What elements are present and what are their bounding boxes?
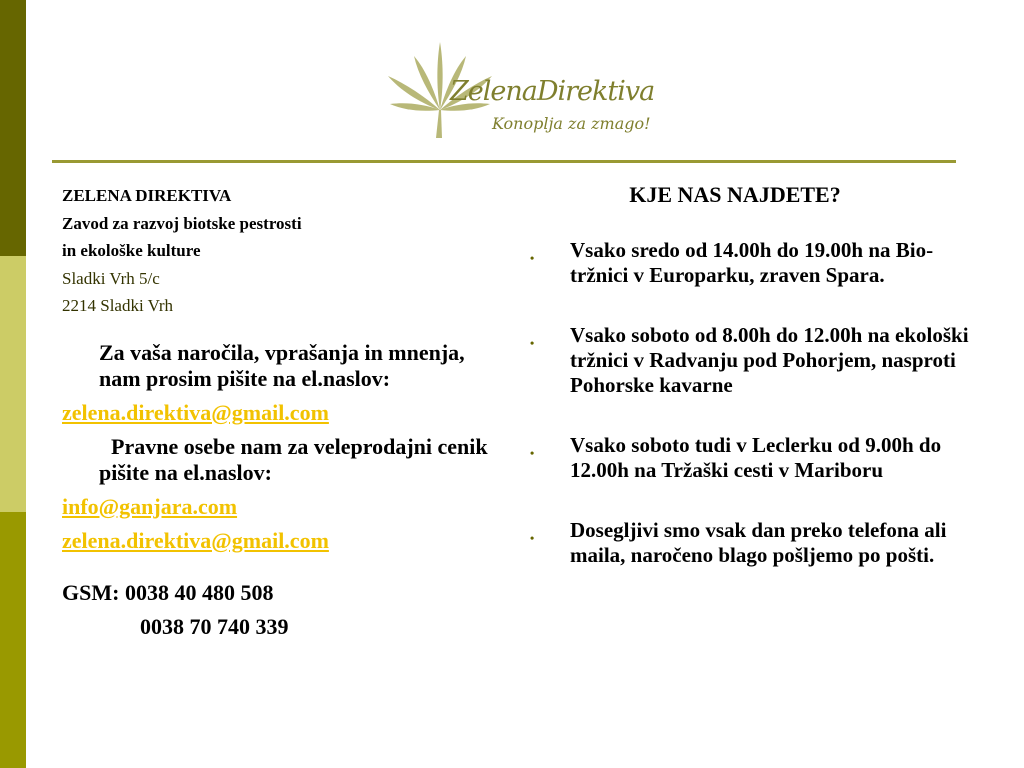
phone-primary: GSM: 0038 40 480 508 bbox=[62, 579, 274, 605]
bullet-icon: • bbox=[530, 336, 535, 350]
bullet-icon: • bbox=[530, 446, 535, 460]
list-item bbox=[530, 433, 970, 483]
locations-list bbox=[530, 238, 970, 568]
email-link-orders[interactable]: zelena.direktiva@gmail.com bbox=[62, 399, 329, 425]
list-item bbox=[530, 518, 970, 568]
list-item bbox=[530, 238, 970, 288]
phone-secondary: 0038 70 740 339 bbox=[140, 613, 289, 639]
address-block bbox=[62, 182, 502, 320]
side-stripe-top bbox=[0, 0, 26, 256]
bullet-icon: • bbox=[530, 251, 535, 265]
wholesale-message bbox=[62, 434, 502, 486]
side-stripe-middle bbox=[0, 256, 26, 512]
list-item bbox=[530, 323, 970, 398]
contact-column bbox=[62, 182, 502, 644]
org-description-line1: Zavod za razvoj biotske pestrosti bbox=[62, 213, 302, 233]
logo-brand-name: ZelenaDirektiva bbox=[450, 76, 655, 107]
wholesale-message-text: Pravne osebe nam za veleprodajni cenik pišite na el.naslov: bbox=[99, 433, 488, 485]
bullet-icon: • bbox=[530, 531, 535, 545]
org-description-line2: in ekološke kulture bbox=[62, 241, 201, 260]
org-name: ZELENA DIREKTIVA bbox=[62, 186, 232, 205]
locations-column bbox=[530, 182, 970, 603]
orders-message: Za vaša naročila, vprašanja in mnenja, nam prosim pišite na el.naslov: bbox=[99, 339, 465, 391]
location-text: Dosegljivi smo vsak dan preko telefona ali maila, naročeno blago pošljemo po pošti. bbox=[570, 518, 947, 567]
street-address: Sladki Vrh 5/c bbox=[62, 268, 160, 288]
phone-block bbox=[62, 576, 502, 644]
email-link-wholesale[interactable]: info@ganjara.com bbox=[62, 493, 238, 519]
locations-heading: KJE NAS NAJDETE? bbox=[629, 182, 841, 207]
email-link-wholesale-alt[interactable]: zelena.direktiva@gmail.com bbox=[62, 527, 329, 553]
location-text: Vsako soboto tudi v Leclerku od 9.00h do 12.00h na Tržaški cesti v Mariboru bbox=[570, 433, 942, 482]
logo-tagline: Konoplja za zmago! bbox=[492, 114, 651, 133]
location-text: Vsako soboto od 8.00h do 12.00h na ekološki tržnici v Radvanju pod Pohorjem, nasproti Pohorske kavarne bbox=[570, 323, 969, 397]
side-stripe-bottom bbox=[0, 512, 26, 768]
header-divider bbox=[52, 160, 956, 163]
location-text: Vsako sredo od 14.00h do 19.00h na Bio-tržnici v Europarku, zraven Spara. bbox=[570, 238, 934, 287]
logo bbox=[388, 40, 655, 145]
city-address: 2214 Sladki Vrh bbox=[62, 296, 174, 315]
